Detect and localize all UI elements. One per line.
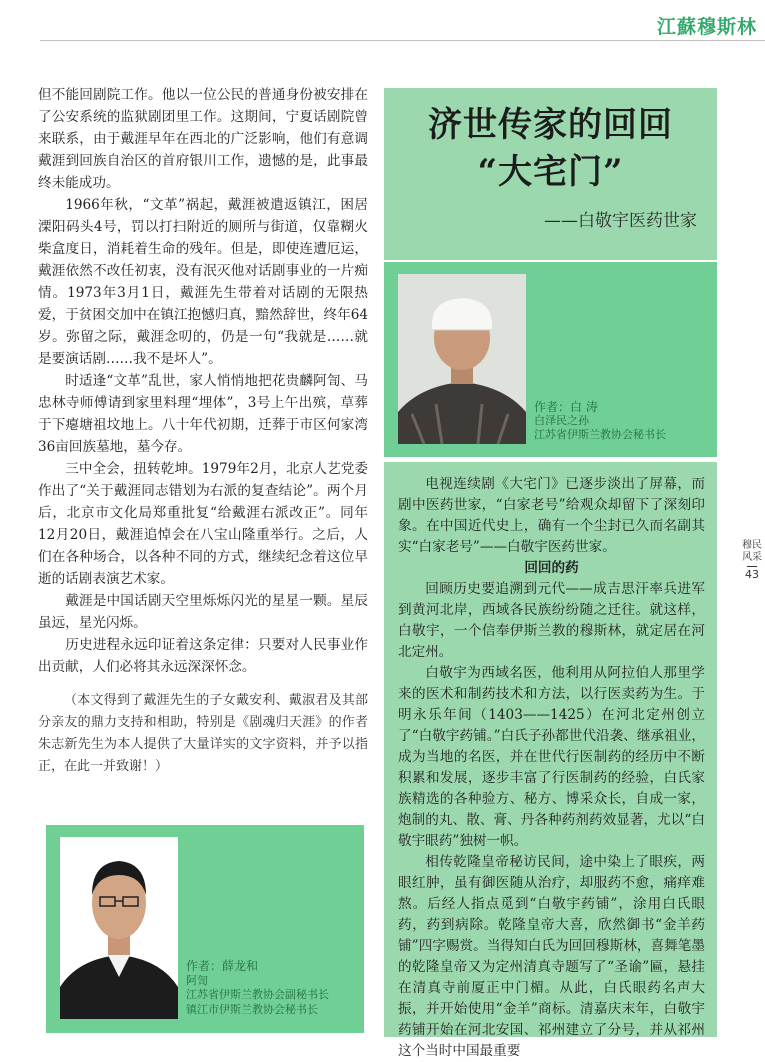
- author-name: 作者：白 涛: [534, 400, 598, 414]
- paragraph: 时适逢“文革”乱世，家人悄悄地把花贵麟阿訇、马忠林寺师傅请到家里料理“埋体”，3号上午出殡，草葬于下瘪塘祖坟地上。八十年代初期，迁葬于市区何家湾36亩回族墓地，墓今存。: [38, 373, 368, 455]
- acknowledgement: （本文得到了戴涯先生的子女戴安利、戴淑君及其部分亲友的鼎力支持和相助，特别是《剧魂归天涯》的作者朱志新先生为本人提供了大量详实的文字资料，并予以指正，在此一并致谢！）: [38, 693, 368, 774]
- paragraph: 戴涯是中国话剧天空里烁烁闪光的星星一颗。星辰虽远，星光闪烁。: [38, 593, 368, 631]
- left-column-text: [38, 84, 368, 678]
- author-name: 作者：薛龙和: [186, 959, 259, 973]
- author-photo-bai: [398, 274, 526, 444]
- author-panel-top: [384, 262, 717, 457]
- paragraph: 相传乾隆皇帝秘访民间，途中染上了眼疾，两眼红肿，虽有御医随从治疗，却服药不愈，痛痒难熬。后经人指点觅到“白敬宇药铺”，涂用白氏眼药，药到病除。乾隆皇帝大喜，欣然御书“金羊药铺”四字赐赏。当得知白氏为回回穆斯林，喜舞笔墨的乾隆皇帝又为定州清真寺题写了“圣谕”匾，悬挂在清真寺前厦正中门楣。从此，白氏眼药名声大振，并开始使用“金羊”商标。清嘉庆末年，白敬宇药铺开始在河北安国、祁州建立了分号，并从祁州这个当时中国最重要: [398, 854, 705, 1059]
- paragraph: 回顾历史要追溯到元代——成吉思汗率兵进军到黄河北岸，西域各民族纷纷随之迁往。就这样，白敬宇，一个信奉伊斯兰教的穆斯林，就定居在河北定州。: [398, 581, 705, 660]
- author-title: 江苏省伊斯兰教协会副秘书长: [186, 988, 329, 1001]
- section-name: 穆民风采: [742, 540, 762, 563]
- title-line: 济世传家的回回: [428, 105, 673, 145]
- author-panel-bottom: [46, 825, 364, 1033]
- author-caption-top: [534, 400, 666, 442]
- article-subtitle: ——白敬宇医药世家: [544, 211, 697, 231]
- article-body: [398, 474, 705, 1062]
- title-line: “大宅门”: [477, 152, 624, 192]
- paragraph: 三中全会，扭转乾坤。1979年2月，北京人艺党委作出了“关于戴涯同志错划为右派的复查结论”。两个月后，北京市文化局郑重批复“给戴涯右派改正”。同年12月20日，戴涯追悼会在八宝山隆重举行。之后，人们在各种场合，以各种不同的方式，继续纪念着这位早逝的话剧表演艺术家。: [38, 461, 368, 587]
- article-body-panel: [384, 462, 717, 1059]
- author-title: 白泽民之孙: [534, 414, 589, 427]
- paragraph: 白敬宇为西域名医，他利用从阿拉伯人那里学来的医术和制药技术和方法，以行医卖药为生。于明永乐年间（1403——1425）在河北定州创立了“白敬宇药铺。”白氏子孙都世代沿袭、继承祖业，成为当地的名医，并在世代行医制药的经历中不断积累和发展，逐步丰富了行医制药的经验，白氏家族精选的各种验方、秘方、博采众长，自成一家，炮制的丸、散、膏、丹各种药剂药效显著，尤以“白敬宇眼药”独树一帜。: [398, 665, 705, 849]
- author-caption-bottom: [186, 959, 329, 1017]
- section-tab: [742, 540, 762, 581]
- paragraph: 但不能回剧院工作。他以一位公民的普通身份被安排在了公安系统的监狱剧团里工作。这期间，宁夏话剧院曾来联系，由于戴涯早年在西北的广泛影响，他们有意调戴涯到回族自治区的首府银川工作，遗憾的是，此事最终未能成功。: [38, 87, 368, 191]
- magazine-title: 江蘇穆斯林: [656, 16, 757, 38]
- header-divider: [40, 40, 765, 41]
- author-photo-xue: [60, 837, 178, 1019]
- article-intro: 电视连续剧《大宅门》已逐步淡出了屏幕，而剧中医药世家，“白家老号”给观众却留下了深刻印象。在中国近代史上，确有一个尘封已久而名副其实“白家老号”——白敬宇医药世家。: [398, 476, 705, 555]
- section-heading: 回回的药: [524, 560, 579, 576]
- tab-divider: [747, 566, 757, 567]
- author-title: 江苏省伊斯兰教协会秘书长: [534, 428, 666, 441]
- author-title: 阿訇: [186, 973, 208, 987]
- page-number: 43: [745, 568, 759, 581]
- article-title: [384, 102, 717, 196]
- paragraph: 1966年秋，“文革”祸起，戴涯被遣返镇江，困居溧阳码头4号，罚以打扫附近的厕所与街道，仅靠糊火柴盒度日，消耗着生命的残年。但是，即使连遭厄运，戴涯依然不改任初衷，没有泯灭他对话剧事业的一片痴情。1973年3月1日，戴涯先生带着对话剧的无限热爱，于贫困交加中在镇江抱憾归真，黯然辞世，终年64岁。弥留之际，戴涯念叨的，仍是一句“我就是……就是要演话剧……我不是坏人”。: [38, 197, 368, 367]
- article-title-panel: [384, 88, 717, 260]
- author-title: 镇江市伊斯兰教协会秘书长: [186, 1002, 318, 1016]
- paragraph: 历史进程永远印证着这条定律：只要对人民事业作出贡献，人们必将其永远深深怀念。: [38, 637, 368, 675]
